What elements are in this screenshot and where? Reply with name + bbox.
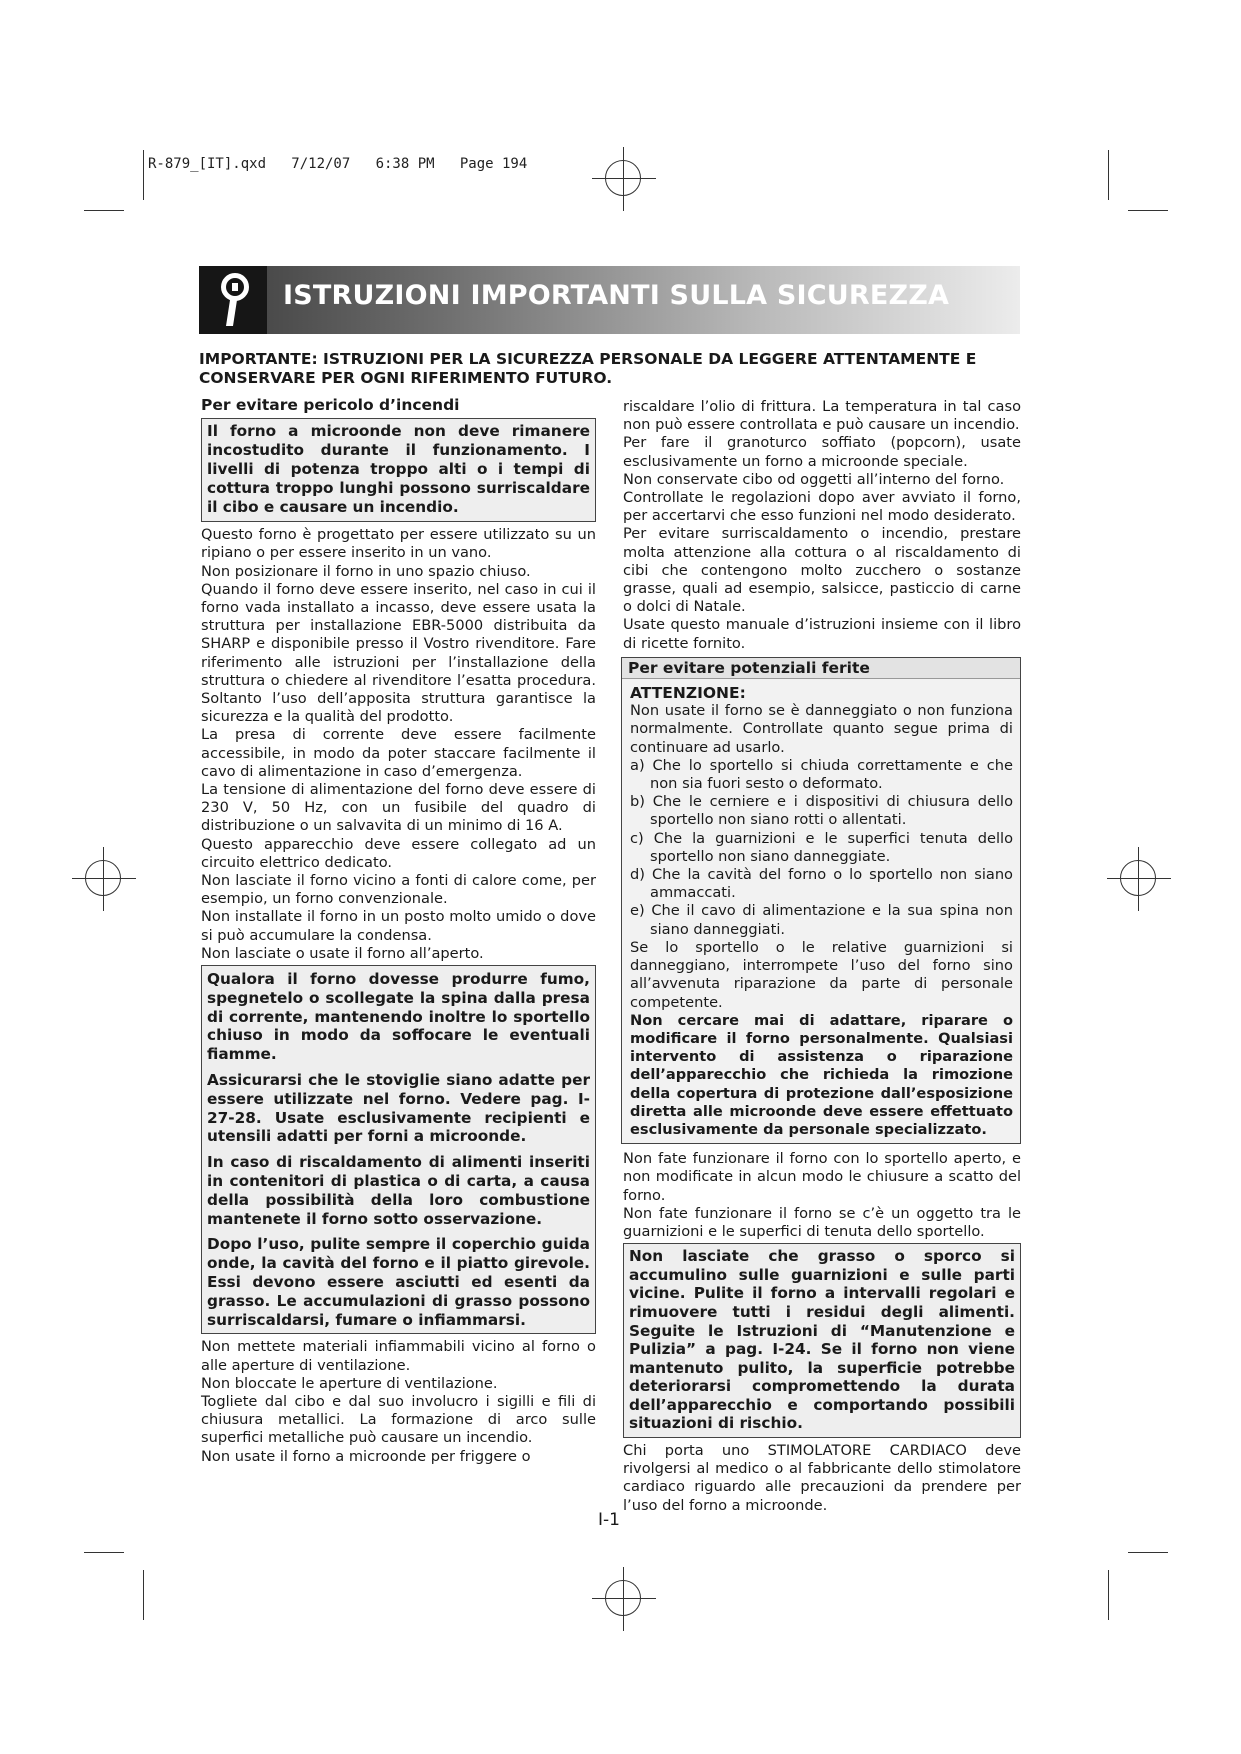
page-title: ISTRUZIONI IMPORTANTI SULLA SICUREZZA bbox=[283, 280, 950, 311]
paragraph: Per fare il granoturco soffiato (popcorn), usate esclusivamente un forno a microonde speciale. bbox=[623, 434, 1021, 470]
crop-mark bbox=[1108, 150, 1109, 200]
fire-warning-box bbox=[201, 418, 596, 522]
list-item: a) Che lo sportello si chiuda correttamente e che non sia fuori sesto o deformato. bbox=[630, 756, 1013, 793]
warning-text: Non lasciate che grasso o sporco si accumulino sulle guarnizioni e sulle parti vicine. Pulite il forno a intervalli regolari e rimuovere tutti i residui degli alimenti. Seguite le Istruzioni di “Manutenzione e Pulizia” a pag. I-24. Se il forno non viene mantenuto pulito, la superficie potrebbe deteriorarsi compromettendo la durata dell’apparecchio e comportando possibili situazioni di rischio. bbox=[629, 1247, 1015, 1433]
warning-text: Qualora il forno dovesse produrre fumo, spegnetelo o scollegate la spina dalla presa di corrente, mantenendo inoltre lo sportello chiuso in modo da soffocare le eventuali fiamme. bbox=[207, 970, 590, 1064]
list-item: d) Che la cavità del forno o lo sportello non siano ammaccati. bbox=[630, 866, 1013, 902]
page-number: I-1 bbox=[598, 1510, 620, 1530]
warning-text: In caso di riscaldamento di alimenti inseriti in contenitori di plastica o di carta, a causa della possibilità della loro combustione mantenete il forno sotto osservazione. bbox=[207, 1153, 590, 1228]
paragraph: Togliete dal cibo e dal suo involucro i sigilli e fili di chiusura metallici. La formazione di arco sulle superfici metalliche può causare un incendio. bbox=[201, 1393, 596, 1447]
intro-heading: IMPORTANTE: ISTRUZIONI PER LA SICUREZZA PERSONALE DA LEGGERE ATTENTAMENTE E CONSERVARE PER OGNI RIFERIMENTO FUTURO. bbox=[199, 350, 977, 387]
section-heading-fire: Per evitare pericolo d’incendi bbox=[201, 396, 460, 414]
attention-label: ATTENZIONE: bbox=[630, 684, 746, 703]
paragraph: Per evitare surriscaldamento o incendio, prestare molta attenzione alla cottura o al riscaldamento di cibi che contengono molto zucchero o sostanze grasse, quali ad esempio, salsicce, pasticcio di carne o dolci di Natale. bbox=[623, 525, 1021, 616]
paragraph: Non fate funzionare il forno con lo sportello aperto, e non modificate in alcun modo le chiusure a scatto del forno. bbox=[623, 1150, 1021, 1204]
paragraph: Se lo sportello o le relative guarnizioni si danneggiano, interrompete l’uso del forno sino all’avvenuta riparazione da parte di personale competente. bbox=[630, 938, 1013, 1011]
fire-warning-text: Il forno a microonde non deve rimanere incostudito durante il funzionamento. I livelli di potenza troppo alti o i tempi di cottura troppo lunghi possono surriscaldare il cibo e causare un incendio. bbox=[207, 422, 590, 517]
paragraph: Non usate il forno a microonde per friggere o bbox=[201, 1447, 531, 1465]
registration-mark bbox=[1120, 860, 1156, 896]
repair-warning: Non cercare mai di adattare, riparare o modificare il forno personalmente. Qualsiasi intervento di assistenza o riparazione dell’apparecchio che richieda la rimozione della copertura di protezione dall’esposizione diretta alle microonde deve essere effettuato esclusivamente da personale specializzato. bbox=[630, 1011, 1013, 1138]
paragraph: La presa di corrente deve essere facilmente accessibile, in modo da poter staccare facilmente il cavo di alimentazione in caso d’emergenza. bbox=[201, 726, 596, 780]
paragraph: Non installate il forno in un posto molto umido o dove si può accumulare la condensa. bbox=[201, 908, 596, 944]
paragraph: Questo apparecchio deve essere collegato ad un circuito elettrico dedicato. bbox=[201, 835, 596, 871]
warning-text: Assicurarsi che le stoviglie siano adatte per essere utilizzate nel forno. Vedere pag. I-27-28. Usate esclusivamente recipienti e utensili adatti per forni a microonde. bbox=[207, 1071, 590, 1146]
list-item: e) Che il cavo di alimentazione e la sua spina non siano danneggiati. bbox=[630, 902, 1013, 938]
paragraph: Non mettete materiali infiammabili vicino al forno o alle aperture di ventilazione. bbox=[201, 1338, 596, 1374]
paragraph: La tensione di alimentazione del forno deve essere di 230 V, 50 Hz, con un fusibile del quadro di distribuzione o un salvavita di un minimo di 16 A. bbox=[201, 781, 596, 835]
crop-mark bbox=[1108, 1570, 1109, 1620]
registration-mark bbox=[605, 160, 641, 196]
paragraph: Non bloccate le aperture di ventilazione. bbox=[201, 1374, 498, 1392]
print-slug: R-879_[IT].qxd 7/12/07 6:38 PM Page 194 bbox=[148, 156, 528, 172]
paragraph: riscaldare l’olio di frittura. La temperatura in tal caso non può essere controllata e può causare un incendio. bbox=[623, 398, 1021, 434]
crop-mark bbox=[1128, 210, 1168, 211]
crop-mark bbox=[1128, 1552, 1168, 1553]
injury-box bbox=[621, 657, 1021, 1144]
paragraph: Usate questo manuale d’istruzioni insieme con il libro di ricette fornito. bbox=[623, 616, 1021, 652]
right-column bbox=[623, 398, 1021, 1515]
paragraph: Non usate il forno se è danneggiato o non funziona normalmente. Controllate quanto segue prima di continuare ad usarlo. bbox=[630, 702, 1013, 756]
list-item: c) Che la guarnizioni e le superfici tenuta dello sportello non siano danneggiate. bbox=[630, 829, 1013, 865]
paragraph: Quando il forno deve essere inserito, nel caso in cui il forno vada installato a incasso, deve essere usata la struttura per installazione EBR-5000 distribuita da SHARP e disponibile presso il Vostro rivenditore. Fare riferimento alle istruzioni per l’installazione della struttura o chiedere al rivenditore l’esatta procedura. Soltanto l’uso dell’apposita struttura garantisce la sicurezza e la qualità del prodotto. bbox=[201, 580, 596, 726]
paragraph: Questo forno è progettato per essere utilizzato su un ripiano o per essere inserito in un vano. bbox=[201, 526, 596, 562]
paragraph: Non posizionare il forno in uno spazio chiuso. bbox=[201, 562, 531, 580]
smoke-warning-box bbox=[201, 965, 596, 1334]
paragraph: Non lasciate il forno vicino a fonti di calore come, per esempio, un forno convenzionale. bbox=[201, 872, 596, 908]
registration-mark bbox=[85, 860, 121, 896]
paragraph: Non conservate cibo od oggetti all’interno del forno. bbox=[623, 470, 1005, 488]
paragraph: Non lasciate o usate il forno all’aperto. bbox=[201, 944, 484, 962]
list-item: b) Che le cerniere e i dispositivi di chiusura dello sportello non siano rotti o allentati. bbox=[630, 793, 1013, 829]
registration-mark bbox=[605, 1580, 641, 1616]
paragraph: Chi porta uno STIMOLATORE CARDIACO deve rivolgersi al medico o al fabbricante dello stimolatore cardiaco riguardo alle precauzioni da prendere per l’uso del forno a microonde. bbox=[623, 1442, 1021, 1514]
paragraph: Controllate le regolazioni dopo aver avviato il forno, per accertarvi che esso funzioni nel modo desiderato. bbox=[623, 489, 1021, 525]
paragraph: Non fate funzionare il forno se c’è un oggetto tra le guarnizioni e le superfici di tenuta dello sportello. bbox=[623, 1204, 1021, 1240]
title-banner bbox=[199, 266, 1020, 334]
crop-mark bbox=[143, 1570, 144, 1620]
crop-mark bbox=[84, 1552, 124, 1553]
section-heading-injury: Per evitare potenziali ferite bbox=[622, 658, 1020, 679]
grease-warning-box bbox=[623, 1243, 1021, 1438]
info-i-icon bbox=[199, 266, 267, 334]
warning-text: Dopo l’uso, pulite sempre il coperchio guida onde, la cavità del forno e il piatto girevole. Essi devono essere asciutti ed esenti da grasso. Le accumulazioni di grasso possono surriscaldarsi, fumare o infiammarsi. bbox=[207, 1235, 590, 1329]
left-column bbox=[201, 396, 596, 1466]
crop-mark bbox=[143, 150, 144, 200]
crop-mark bbox=[84, 210, 124, 211]
